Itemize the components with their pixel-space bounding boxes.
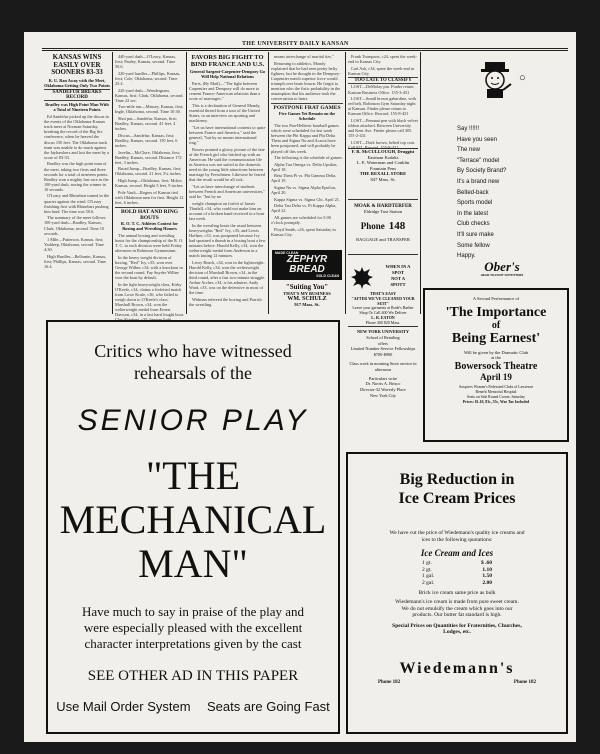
mccullough-name: F. R. McCULLOUGH, Druggist <box>351 149 415 154</box>
special-prices: Special Prices on Quantities for Fraternities, Churches, Lodges, etc. <box>392 622 522 635</box>
earnest-title: Being Earnest' <box>451 331 541 346</box>
article-headline: POSTPONE FRAT GAMES <box>271 103 343 111</box>
article-paragraph: Frank Trompson, c24, spent the week-end in Kansas City. <box>348 54 417 65</box>
schulz-address: 917 Mass. St. <box>294 302 320 307</box>
column-rule <box>112 52 113 314</box>
article-paragraph: High Jump—Oklahoma, first; Mckie, Kansas, second. Height 5 feet, 9 inches. <box>115 178 184 189</box>
obers-line: Club checks <box>457 221 490 228</box>
zephyr-bread-ad <box>272 250 342 280</box>
ober-badge <box>519 72 526 84</box>
mccullough-address: 847 Mass. St. <box>370 176 396 182</box>
article-subhead: K. U. Ran Away with the Meet, Oklahoma Getting Only Two Points <box>44 77 110 88</box>
article-subhead: SANDEFUR BREAKS RECORD <box>44 89 110 101</box>
article-paragraph: 220-yard dash—Wendergram, Kansas, first; Clark, Oklahoma, second. Time 22 sec. <box>115 87 184 103</box>
nyu-line: Limited Number Service Fellowships <box>350 346 416 352</box>
senior-praise: character interpretations given by the cast <box>84 636 302 651</box>
article-paragraph: Sigma Nu vs. Sigma Alpha Epsilon, April 20. <box>271 185 336 196</box>
earnest-line: at the <box>491 355 501 360</box>
moak-station: Eldridge Taxi Station <box>363 209 403 214</box>
article-paragraph: The two Pan-Hellenic baseball games which were scheduled for last week between the Phi Kappa and Phi Delta Theta and Sigma Nu and Acacia have been postponed, and will probably be played off this week. <box>271 123 339 154</box>
classified-header: TOO LATE TO CLASSIFY <box>348 77 418 84</box>
article-paragraph: Alpha Tau Omega vs. Delta Upsilon, April 18. <box>271 161 338 172</box>
classified-item: LOST—Dark brown, belted top coat. Call 821. Reward. 155-8-431 <box>348 139 416 150</box>
header-rule-2 <box>42 50 568 51</box>
article-paragraph: Ed Sandefur picked up the discus in the events of the Oklahoma-Kansas track meet at Norman Saturday, breaking the record of the Big Six conference, when he heaved the discus 150 feet. The Oklahoma track team was unable to do much against the Jayhawkers and lost the meet by a score of 83-33. <box>44 114 110 160</box>
play-name: MAN" <box>138 541 248 586</box>
nyu-line: Particulars write <box>368 375 398 381</box>
article-paragraph: Paris, (By Mail)—"The fight between Carpentier and Dempsey will do more to cement Franco-American relations than a score of marriages." <box>189 81 261 102</box>
spot-line: SPOTT <box>390 282 406 287</box>
obers-line: Have you seen <box>457 136 498 143</box>
zephyr-line2: BREAD <box>289 264 325 275</box>
article-paragraph: "Let us have interchange of students between French and American universities," said he, "but by no <box>189 183 266 200</box>
classified-item: LOST—DeMolay pin. Finder return Kansan Business Office. 155-3-431 <box>348 84 414 95</box>
price-list <box>422 560 492 586</box>
see-other-ad: SEE OTHER AD IN THIS PAPER <box>87 668 299 684</box>
wiedemann-ice-cream-ad <box>346 452 568 734</box>
phone-left: Phone 182 <box>378 679 401 685</box>
column-rule <box>345 52 346 314</box>
article-big-fight <box>189 54 266 316</box>
earnest-line: Auspices Women's Federated Clubs of Lawrence <box>458 385 534 389</box>
column-rule <box>186 52 187 314</box>
price-qty: 2 gt. <box>422 566 432 573</box>
obers-line: Some fellow <box>457 242 490 249</box>
spot-line: L. R. EATON <box>371 314 395 320</box>
play-name: MECHANICAL <box>59 497 327 542</box>
earnest-play-ad <box>423 288 569 442</box>
article-paragraph: In the wrestling bouts the usual between heavyweights "Red" Ivy, c35, and Lewis Hoffner, c33, was postponed because Ivy had sprained a thumb in a boxing bout a few minutes before. Harold Kelly, c34, won the welterweight medal from Anderson in a match lasting 12 minutes. <box>189 222 266 259</box>
ice-cream-title: Ice Cream Prices <box>398 490 516 507</box>
article-paragraph: In the light heavyweight class, Kirby O'Keefe, c34, claims a forfeited match from Lowe Krule, c36, who failed to weigh down to O'Keefe's class. Marshall Brown, c34, won the welterweight medal from Ernest Dawson, c34, in a fast hard fought bout. <box>115 281 184 318</box>
schulz-line2: THAT'S MY BUSINESS <box>283 291 331 296</box>
cartoon-boy-icon <box>475 60 515 100</box>
schulz-name: WM. SCHULZ <box>287 296 327 302</box>
article-track-summary <box>115 54 184 316</box>
brick-note: Brick ice cream same price as bulk <box>418 590 496 596</box>
price-value: 1.10 <box>482 566 492 573</box>
obers-line: Happy. <box>457 253 476 260</box>
article-subhead: Bradley was High Point Man With a Total of Nineteen Points <box>45 101 109 112</box>
obers-line: Belted-back <box>457 189 489 196</box>
earnest-date: April 19 <box>480 372 512 382</box>
mccullough-line: L. E. Waterman and Conklin <box>356 160 410 166</box>
earnest-title: 'The Importance <box>445 305 547 320</box>
article-subhead: General Sargent-Carpenter-Dempsey Go Will Help National Relations <box>189 69 266 80</box>
earnest-venue: Bowersock Theatre <box>454 361 538 372</box>
obers-line: "Terrace" model <box>457 157 500 164</box>
article-kansas-wins <box>44 54 110 316</box>
article-paragraph: Bradley was the high point man of the meet, taking two firsts and three seconds for a total of nineteen points. Bradley won a mighty fast race in the 100-yard dash, nosing the winner in 10 seconds. <box>44 161 109 192</box>
obers-line: Say !!!!!! <box>457 126 480 132</box>
article-paragraph: Delta Tau Delta vs. Pi Kappa Alpha, April 22. <box>271 203 337 214</box>
price-qty: 2 gal. <box>422 579 435 586</box>
senior-play-ad <box>46 320 340 734</box>
classified-item: LOST—Pennant pen with black velvet ribbon attached. Between University and Kent Ave. Finder please call 305. 155-2-431 <box>348 118 418 139</box>
article-paragraph: O'Leary and Rhinehart turned in the quarter against the wind. O'Leary finishing first with Rhinehart pushing him hard. The time was 50.6. <box>44 193 109 214</box>
ober-badge-text: ○ <box>519 72 526 84</box>
obers-line: It'll sure make <box>457 231 494 238</box>
price-value: $ .60 <box>481 560 492 566</box>
article-paragraph: The following is the schedule of games: <box>274 155 343 161</box>
nyu-retailing-ad <box>348 326 418 437</box>
spot-line: WHEN IN A <box>385 264 411 269</box>
ice-cream-paragraph: Wiedemann's ice cream is made from pure sweet cream. We do not emulsify the cream which goes into our products. Our butter fat standard is high. <box>395 599 519 618</box>
article-paragraph: Carl Ash, c34, spent the week-end in Kansas City. <box>348 65 415 76</box>
article-paragraph: 1 Mile—Patterson, Kansas, first; Yaddeep, Oklahoma, second. Time 4:30. <box>44 237 104 253</box>
obers-clothing-ad <box>423 54 569 280</box>
article-paragraph: Beta Theta Pi vs. Phi Gamma Delta, April 19. <box>271 173 337 184</box>
schulz-slogan: "Suiting You" <box>285 283 329 291</box>
article-paragraph: means interchange of marital ties." <box>274 54 334 59</box>
classified-item: LOST—Small brown gabardine, with red belt, Robinson Gym Saturday night at Kansan. Finder please return to Kansan Office. Reward. 155-8-431 <box>348 96 416 117</box>
article-paragraph: Widman refereed the boxing and Parrish the wrestling. <box>189 296 262 308</box>
earnest-line: A Second Performance of <box>472 296 520 301</box>
earnest-prices: Prices: $1.10, 83c, 55c, War Tax Included <box>462 400 530 404</box>
article-paragraph: 440-yard dash—O'Leary, Kansas, first; Pauley, Kansas, second. Time 50.6. <box>115 54 177 70</box>
obers-line: In the latest <box>457 210 489 217</box>
nyu-line: Director-32 Waverly Place <box>360 387 406 393</box>
spot-line: "AFTER WE'VE CLEANED YOUR SUIT" <box>351 295 415 306</box>
obers-logo <box>457 260 547 278</box>
ice-cream-intro: We have cut the price of Wiedemann's quality ice creams and ices to the following quotations: <box>389 530 525 543</box>
price-value: 1.50 <box>482 573 492 579</box>
senior-play-title: SENIOR PLAY <box>77 404 309 437</box>
price-qty: 1 gal. <box>422 573 435 579</box>
mccullough-line: Eastman Kodaks <box>367 154 399 160</box>
obers-line: By Society Brand? <box>457 168 507 175</box>
mccullough-line: Fountain Pens <box>369 165 397 171</box>
earnest-title: of <box>491 320 501 331</box>
zephyr-line1: ZEPHYR <box>286 254 328 265</box>
ice-cream-title: Big Reduction in <box>399 471 515 488</box>
article-frat-games <box>271 54 343 248</box>
article-paragraph: In the heavy weight division of boxing, "Red" Ivy, c35, won over George Wilber, c34, with a knockout in the second round. Fay Snyder Wilber won the bout by default. <box>115 254 183 280</box>
nyu-line: Dr. Norris A. Brisco <box>365 381 401 387</box>
article-paragraph: weight champion on forfeit of James Thurlall, c34, who could not make him on account of a broken hand received in a bout last week. <box>189 200 265 222</box>
column-rule <box>420 52 421 314</box>
mccullough-store: THE REXALL STORE <box>359 171 407 177</box>
earnest-line: Benefit Memorial Hospital <box>475 390 517 394</box>
article-paragraph: 220-yard hurdles—Phillips, Kansas, first; Cole, Oklahoma, second. Time 25.4. <box>115 70 181 86</box>
price-qty: 1 gt. <box>422 560 432 566</box>
senior-praise: were especially pleased with the excellent <box>83 620 303 635</box>
article-paragraph: Two-mile run—Massey, Kansas, first; Ingle, Oklahoma, second. Time 10:30. <box>115 104 184 115</box>
mail-order-note: Use Mail Order System <box>56 699 191 714</box>
moak-phone-label: Phone <box>360 221 385 231</box>
wiedemann-brand: Wiedemann's <box>399 659 515 677</box>
article-paragraph: Discus—Sandefur, Kansas, first; Bradley, Kansas, second. 150 feet, 6 inches. <box>115 132 178 148</box>
article-paragraph: The annual boxing and wrestling bouts for the championship of the R. O. T. C. in each division were held Friday afternoon in Robinson Gymnasium. <box>115 232 184 253</box>
article-paragraph: Shot put—Sandefur, Kansas, first; Bradley, Kansas, second. 41 feet, 4 inches. <box>115 116 177 132</box>
price-value: 2.00 <box>482 579 492 586</box>
mccullough-druggist-ad <box>348 148 418 197</box>
obers-line: It's a brand new <box>457 178 500 185</box>
article-paragraph: All games are scheduled for 5:00 o'clock promptly. <box>271 215 331 226</box>
paper-name-header: THE UNIVERSITY DAILY KANSAN <box>242 41 349 47</box>
article-paragraph: "Let us have international contests to quite between France and America," said the general, "but by no means international ring." <box>189 124 266 146</box>
senior-intro: rehearsals of the <box>134 363 252 383</box>
nyu-line: NEW YORK UNIVERSITY <box>356 329 410 334</box>
phone-right: Phone 182 <box>513 679 536 685</box>
moak-baggage: BAGGAGE and TRANSFER <box>356 237 410 242</box>
play-name: "THE <box>145 453 241 498</box>
article-paragraph: The summary of the meet follows: 100-yard dash—Bradley, Kansas; Clark, Oklahoma, second. Time 10 seconds. <box>44 215 107 236</box>
earnest-line: Will be given by the Dramatic Club <box>463 350 529 355</box>
column-rule <box>268 52 269 314</box>
nyu-line: New York City <box>370 392 396 398</box>
senior-praise: Have much to say in praise of the play and <box>81 604 304 619</box>
obers-line: The new <box>457 147 481 154</box>
article-paragraph: Boxers pointed a glossy picture of the fate of the French girl who hitched up with an American. He said the communication life in America was not suited to the domestic need in the young little attractions between marriage by Frenchmen. Likewise he feared that the result would be all sick. <box>189 146 265 183</box>
seats-note: Seats are Going Fast <box>206 699 330 714</box>
spot-line: SPOT <box>392 270 404 275</box>
obers-line: Sports model <box>457 200 493 207</box>
article-paragraph: Leroy Roach, c34, won in the lightweight. Harold Kelly, c34, won the welterweight decision of Marshall Brown, c34, in the third round, after a fast two-minute struggle. Arthur Archer, c34, is his admirer, Andy Ward, c33, was on the defensive in most of the time. <box>189 259 266 296</box>
spot-line: Leave your garments at Rode's Barber Shop Or Call 400 We Deliver <box>352 305 414 316</box>
spot-line: THAT'S EASY <box>369 291 397 296</box>
obers-tagline: HEAD-TO-FOOT OUTFITTERS <box>480 273 524 277</box>
article-headline: FAVORS BIG FIGHT TO BIND FRANCE AND U.S. <box>190 54 265 68</box>
nyu-line: $700-$900 <box>373 352 393 358</box>
article-headline: BOLD HAT AND RING BOUTS <box>115 207 184 221</box>
obers-logo-text: Ober's <box>484 259 520 274</box>
spot-line: Phone 400 820 Mass. <box>365 319 401 325</box>
article-headline: KANSAS WINS EASILY OVER SOONERS 83-33 <box>51 53 103 76</box>
article-subhead: R. O. T. C. Athletes Contest for Boxing and Wrestling Honors <box>120 220 179 231</box>
moak-taxi-ad <box>348 199 418 255</box>
header-rule <box>42 48 568 49</box>
article-paragraph: Pole Vault—Rogers of Kansas tied with Oklahoma men for first. Height 12 feet, 6 inches. <box>115 189 184 205</box>
article-classifieds <box>348 54 418 150</box>
article-paragraph: Kappa Sigma vs. Sigma Chi, April 21. <box>274 196 341 202</box>
zephyr-bottom-text: SOLD CLEAN <box>316 274 339 278</box>
nyu-line: offers <box>378 340 388 346</box>
eaton-cleaner-ad <box>348 262 418 324</box>
article-paragraph: Floyd Smith, c26, spent Saturday in Kansas City. <box>271 226 336 237</box>
article-paragraph: Broad Jump—Bradley, Kansas, first; Oklahoma, second. 21 feet, 5¼ inches. <box>115 166 182 177</box>
moak-name: MOAK & HARDTERFER <box>354 204 412 209</box>
article-paragraph: Returning to athletics, Mondy explained that he had seen pretty hefty fighters, but he thought in the Dempsey-Carpentier match superior force would triumph over brute brawn. He forgot to mention who the fistic probability in the assumption that his audience took the conversation to heart. <box>271 60 341 102</box>
zephyr-top-text: MADE CLEAN <box>275 251 299 255</box>
nyu-line: School of Retailing <box>366 334 400 340</box>
article-paragraph: Javelin—McClure, Oklahoma, first; Bradley, Kansas, second. Distance 172 feet, 3 inches. <box>115 149 182 165</box>
article-paragraph: High Hurdles—Bellomin, Kansas, first; Phillips, Kansas, second. Time 16.4. <box>44 254 107 270</box>
price-row <box>422 580 492 587</box>
article-paragraph: This is a declaration of General Mondy, essential thread from a tour of the United States, in an interview on sporting and machinery. <box>189 103 261 124</box>
article-subhead: Five Games Yet Remain on the Schedule <box>278 110 336 121</box>
spot-line: NOT A <box>390 276 406 281</box>
ice-cream-subtitle: Ice Cream and Ices <box>420 548 494 558</box>
ink-spot-icon <box>350 266 374 290</box>
moak-phone-number: 148 <box>388 220 406 232</box>
schulz-tailor-ad <box>271 283 343 313</box>
senior-intro: Critics who have witnessed <box>94 341 292 361</box>
nyu-line: Class work in morning Store service in afternoon <box>349 360 417 372</box>
earnest-line: Seats on Sale Round Corner, Saturday <box>466 395 526 399</box>
